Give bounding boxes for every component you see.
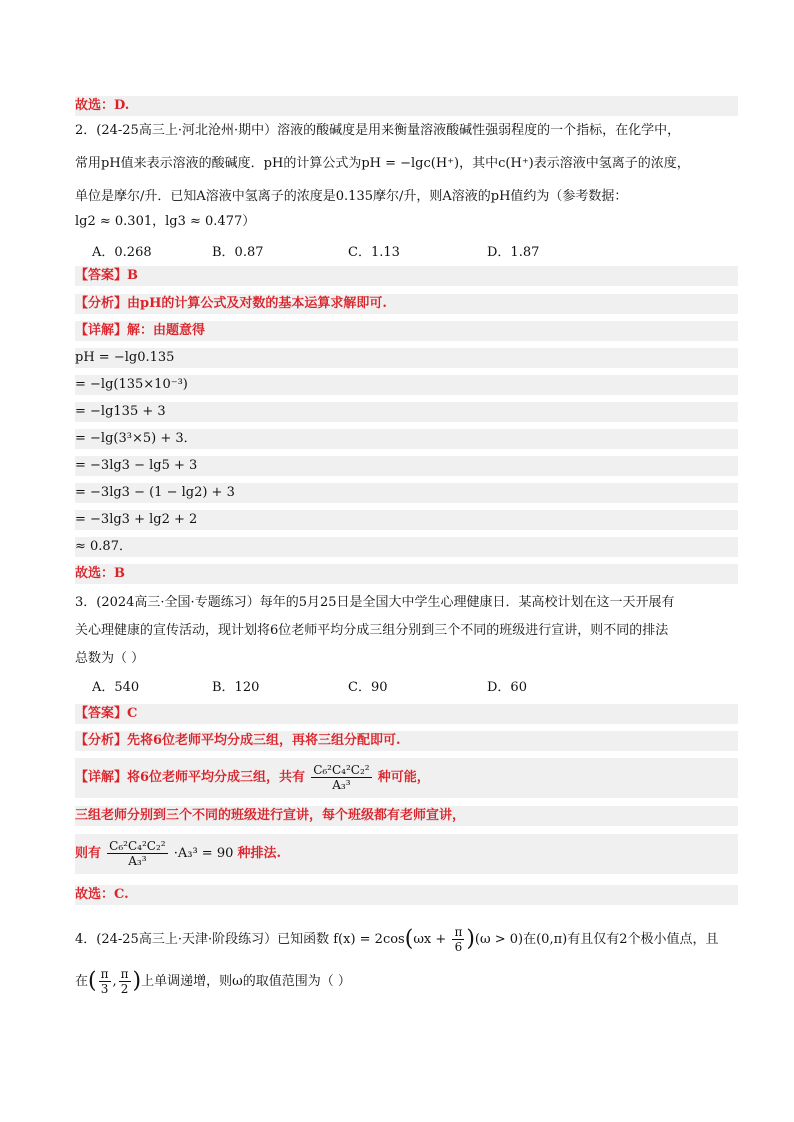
q3-detail-line <box>75 758 738 798</box>
q4-paren-open: ( <box>404 926 414 952</box>
q4-stem-2-post: 上单调递增，则ω的取值范围为（ ） <box>141 974 351 989</box>
q3-line-3-fraction <box>107 839 167 868</box>
q4-paren-close: ) <box>466 926 475 952</box>
q4-interval-close: ) <box>132 968 142 994</box>
q1-choice: 故选：D. <box>75 98 130 113</box>
q4-six-den: 6 <box>454 940 463 954</box>
q2-stem-line-2: 常用pH值来表示溶液的酸碱度．pH的计算公式为pH = −lgc(H⁺)，其中c(H⁺)表示溶液中氢离子的浓度， <box>75 156 690 171</box>
q3-line-3-post: 种排法. <box>237 846 282 861</box>
q4-func-b: ωx + <box>413 932 447 947</box>
q3-line-3-mid: ·A₃³ = 90 <box>173 846 234 861</box>
q3-detail-post: 种可能， <box>377 770 430 785</box>
q3-stem-line-2: 关心理健康的宣传活动，现计划将6位老师平均分成三组分别到三个不同的班级进行宣讲，则不同的排法 <box>75 623 669 638</box>
q2-step-7: = −3lg3 + lg2 + 2 <box>75 510 738 530</box>
q4-pi-num-2: π <box>100 967 109 981</box>
q3-option-d: D．60 <box>487 680 527 695</box>
q2-stem-line-4: lg2 ≈ 0.301，lg3 ≈ 0.477） <box>75 214 256 229</box>
q2-answer-line <box>75 266 738 286</box>
q3-detail-fraction <box>311 763 371 792</box>
q4-stem-line-1 <box>75 920 738 960</box>
q3-analysis-line <box>75 731 738 751</box>
q3-line-2 <box>75 806 738 826</box>
q2-step-1: pH = −lg0.135 <box>75 348 738 368</box>
q2-option-a: A．0.268 <box>92 245 152 260</box>
q2-detail-line <box>75 321 738 341</box>
q4-pi-over-2 <box>119 967 131 996</box>
q3-stem-line-3: 总数为（ ） <box>75 651 145 666</box>
q2-step-5: = −3lg3 − lg5 + 3 <box>75 456 738 476</box>
q3-detail-pre: 【详解】将6位老师平均分成三组，共有 <box>75 770 306 785</box>
q2-step-6: = −3lg3 − (1 − lg2) + 3 <box>75 483 738 503</box>
q4-pi-num: π <box>454 925 463 939</box>
q2-choice-line <box>75 564 738 584</box>
q2-answer: 【答案】B <box>75 268 138 283</box>
q2-analysis-line <box>75 294 738 314</box>
q3-answer: 【答案】C <box>75 706 138 721</box>
q4-pi-num-3: π <box>120 967 129 981</box>
q3-line-2-text: 三组老师分别到三个不同的班级进行宣讲，每个班级都有老师宣讲， <box>75 808 466 823</box>
q4-three-den: 3 <box>100 982 109 996</box>
q3-answer-line <box>75 704 738 724</box>
q2-step-4: = −lg(3³×5) + 3． <box>75 429 738 449</box>
q4-pi-over-3 <box>99 967 111 996</box>
q4-func-c: (ω > 0) <box>474 932 524 947</box>
q3-line-3-numerator: C₆²C₄²C₂² <box>109 839 166 853</box>
q3-option-a: A．540 <box>92 680 140 695</box>
q3-frac-denominator: A₃³ <box>332 778 351 792</box>
q2-option-b: B．0.87 <box>212 245 264 260</box>
q3-line-3 <box>75 834 738 874</box>
q4-stem-1-mid: 在(0,π)有且仅有2个极小值点，且 <box>523 932 719 947</box>
q4-pi-over-6 <box>452 925 464 954</box>
q4-stem-2-pre: 在 <box>75 974 89 989</box>
q2-step-8: ≈ 0.87． <box>75 537 738 557</box>
q2-detail: 【详解】解：由题意得 <box>75 323 206 338</box>
q3-option-c: C．90 <box>348 680 388 695</box>
q3-line-3-denominator: A₃³ <box>128 854 147 868</box>
q2-stem-line-1: 2．(24-25高三上·河北沧州·期中）溶液的酸碱度是用来衡量溶液酸碱性强弱程度的一个指标，在化学中， <box>75 123 681 138</box>
q3-choice: 故选：C. <box>75 887 129 902</box>
q3-option-b: B．120 <box>212 680 260 695</box>
q2-step-2: = −lg(135×10⁻³) <box>75 375 738 395</box>
q2-stem-line-3: 单位是摩尔/升．已知A溶液中氢离子的浓度是0.135摩尔/升，则A溶液的pH值约为（参考数据： <box>75 189 628 204</box>
q3-analysis: 【分析】先将6位老师平均分成三组，再将三组分配即可. <box>75 733 401 748</box>
q4-two-den: 2 <box>120 982 129 996</box>
q1-choice-line <box>75 96 738 116</box>
q4-func-a: f(x) = 2cos <box>333 932 405 947</box>
q2-step-3: = −lg135 + 3 <box>75 402 738 422</box>
q2-option-d: D．1.87 <box>487 245 540 260</box>
q4-stem-1-pre: 4．(24-25高三上·天津·阶段练习）已知函数 <box>75 932 330 947</box>
q3-frac-numerator: C₆²C₄²C₂² <box>313 763 370 777</box>
q2-options <box>92 241 742 261</box>
q4-interval-open: ( <box>88 968 97 994</box>
q3-choice-line <box>75 885 738 905</box>
q3-stem-line-1: 3．(2024高三·全国·专题练习）每年的5月25日是全国大中学生心理健康日．某高校计划在这一天开展有 <box>75 595 675 610</box>
q3-line-3-pre: 则有 <box>75 846 102 861</box>
q4-stem-line-2: 在( $\frac{\pi}{3}$ , $\frac{\pi}{2}$ )上单调递增，则ω的取值范围为（ ） <box>75 967 351 996</box>
q2-analysis: 【分析】由pH的计算公式及对数的基本运算求解即可. <box>75 296 387 311</box>
q3-options <box>92 676 742 696</box>
q2-option-c: C．1.13 <box>348 245 400 260</box>
q2-choice: 故选：B <box>75 566 125 581</box>
